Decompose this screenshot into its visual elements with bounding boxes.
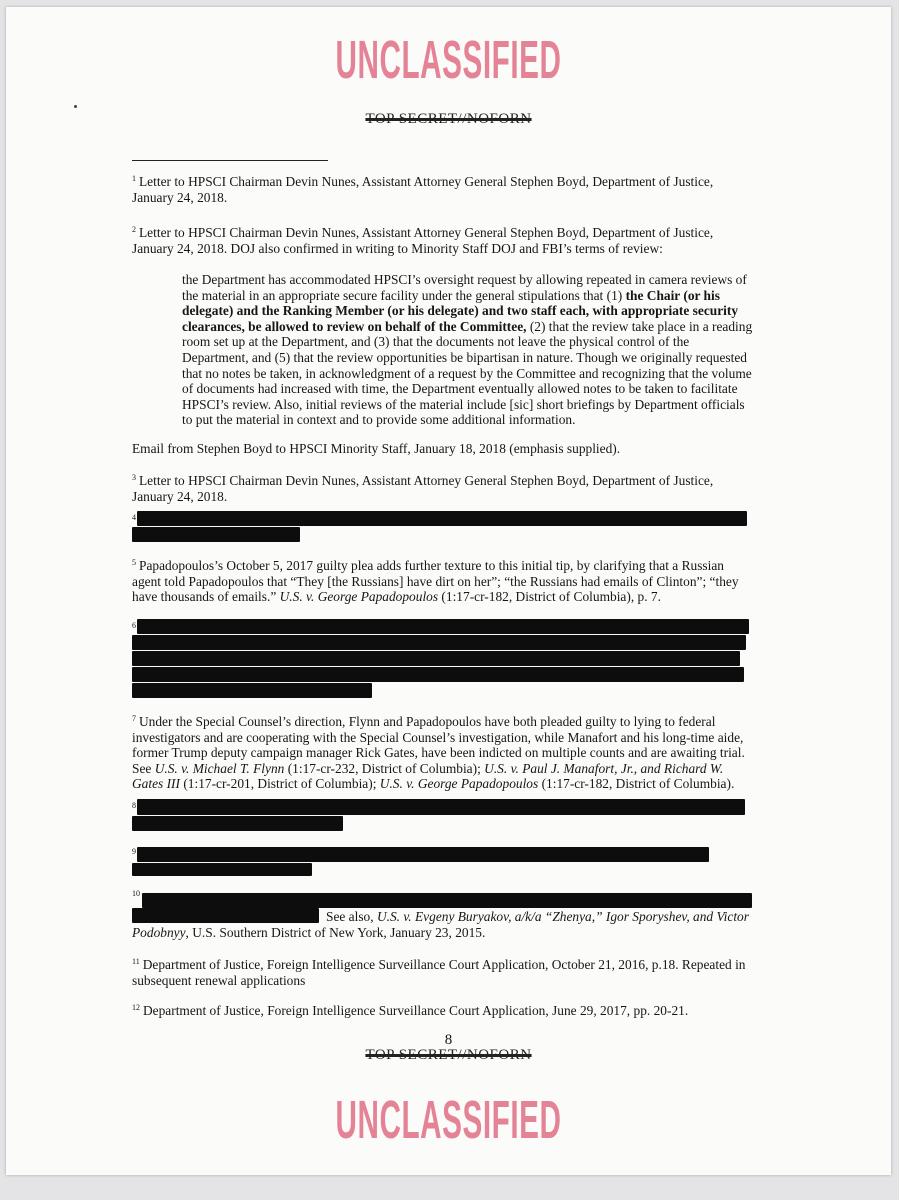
block-quote: the Department has accommodated HPSCI’s oversight request by allowing repeated in camera reviews of the material in an appropriate secure facility under the general stipulations that (1) the Chair (or his delegate) and the Ranking Member (or his delegate) and two staff each, with appropriate security clearances, be allowed to review on behalf of the Committee, (2) that the review take place in a reading room set up at the Department, and (3) that the documents not leave the physical control of the Department, and (5) that the review opportunities be bipartisan in nature. Though we originally requested that no notes be taken, in acknowledgment of a request by the Committee and recognizing that the volume of documents had increased with time, the Department eventually allowed notes to be taken to facilitate HPSCI’s review. Also, initial reviews of the material include [sic] short briefings by Department officials to put the material in context and to provide some additional information. [182,272,753,428]
unclassified-stamp-bottom: UNCLASSIFIED [335,1090,562,1150]
footnote-9-number: 9 [132,847,136,856]
footnote-2: $^2$ Letter to HPSCI Chairman Devin Nunes, Assistant Attorney General Stephen Boyd, Department of Justice, January 24, 2018. DOJ also confirmed in writing to Minority Staff DOJ and FBI’s terms of review: [132,225,714,256]
redaction-block [132,683,372,698]
footnote-4-number: 4 [132,513,136,522]
footnote-7: $^7$ Under the Special Counsel’s direction, Flynn and Papadopoulos have both pleaded guilty to lying to federal investigators and are cooperating with the Special Counsel’s investigation, while Manafort and his long-time aide, former Trump deputy campaign manager Rick Gates, have been indicted on multiple counts and are awaiting trial. See U.S. v. Michael T. Flynn (1:17-cr-232, District of Columbia); U.S. v. Paul J. Manafort, Jr., and Richard W. Gates III (1:17-cr-201, District of Columbia); U.S. v. George Papadopoulos (1:17-cr-182, District of Columbia). [132,714,745,792]
page-number: 8 [444,1032,453,1048]
footnote-1: $^1$ Letter to HPSCI Chairman Devin Nunes, Assistant Attorney General Stephen Boyd, Department of Justice, January 24, 2018. [132,174,714,205]
redaction-block [132,635,746,650]
classification-marking-bottom: TOP SECRET//NOFORN [365,1047,532,1063]
scan-speck [74,105,77,108]
footnote-6-number: 6 [132,621,136,630]
email-citation: Email from Stephen Boyd to HPSCI Minority Staff, January 18, 2018 (emphasis supplied). [132,441,621,456]
unclassified-stamp-top: UNCLASSIFIED [335,30,562,90]
footnote-12: $^{12}$ Department of Justice, Foreign Intelligence Surveillance Court Application, June 29, 2017, pp. 20-21. [132,1003,689,1018]
redaction-block [137,511,747,526]
footnote-3: $^3$ Letter to HPSCI Chairman Devin Nunes, Assistant Attorney General Stephen Boyd, Department of Justice, January 24, 2018. [132,473,714,504]
footnote-8-number: 8 [132,801,136,810]
footnote-rule [132,160,328,161]
redaction-block [132,651,740,666]
document-page [6,7,891,1175]
footnote-10: See also, U.S. v. Evgeny Buryakov, a/k/a “Zhenya,” Igor Sporyshev, and Victor Podobnyy, U.S. Southern District of New York, January 23, 2015. [132,909,749,940]
redaction-block [132,667,744,682]
classification-marking-top: TOP SECRET//NOFORN [365,111,532,127]
redaction-block [137,847,709,862]
redaction-block [137,799,745,815]
redaction-block [132,863,312,876]
redaction-block [137,619,749,634]
redaction-block [132,527,300,542]
footnote-11: $^{11}$ Department of Justice, Foreign Intelligence Surveillance Court Application, October 21, 2016, p.18. Repeated in subsequent renewal applications [132,957,746,988]
footnote-5: $^5$ Papadopoulos’s October 5, 2017 guilty plea adds further texture to this initial tip, by clarifying that a Russian agent told Papadopoulos that “They [the Russians] have dirt on her”; “the Russians had emails of Clinton”; “they have thousands of emails.” U.S. v. George Papadopoulos (1:17-cr-182, District of Columbia), p. 7. [132,558,739,605]
redaction-block [132,816,343,831]
footnote-10-number: 10 [132,889,140,898]
redaction-block [142,893,752,908]
